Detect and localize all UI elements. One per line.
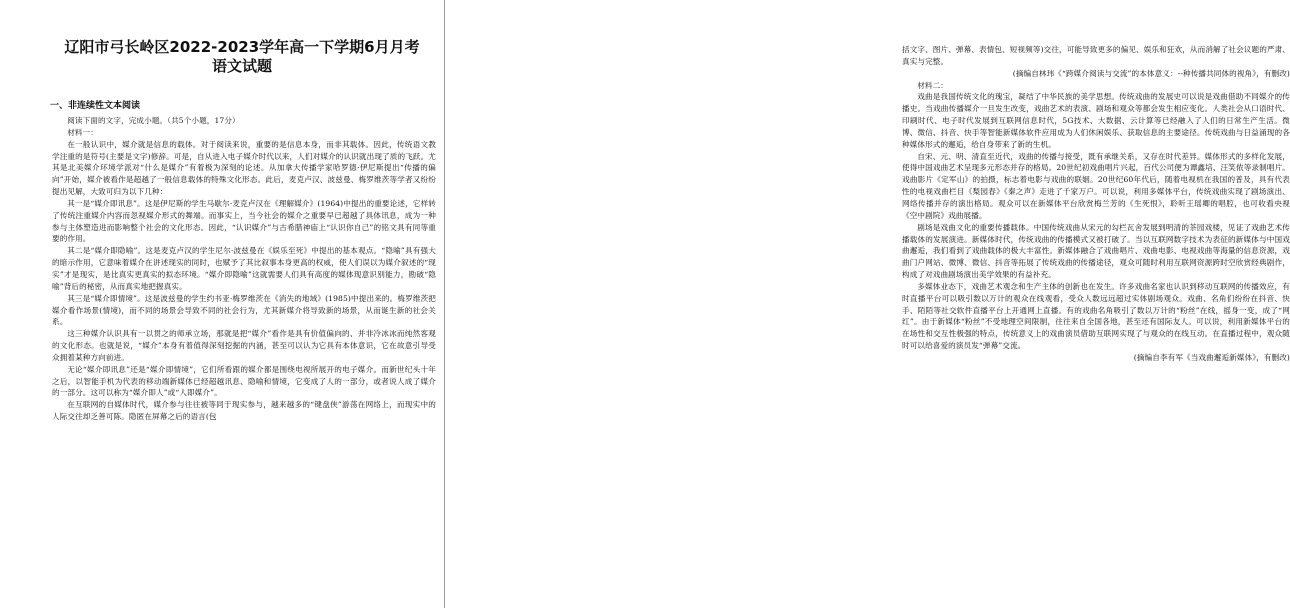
- instruction: 阅读下面的文字，完成小题。（共5个小题，17分）: [67, 116, 240, 125]
- section-heading: 一、非连续性文本阅读: [50, 101, 141, 111]
- material-two-label: 材料二：: [917, 80, 948, 90]
- source-citation-1: (摘编自林玮《“跨媒介阅读与交流”的本体意义：--种传播共同体的视角》，有删改): [1012, 68, 1290, 78]
- source-citation-2: (摘编自李有军《当戏曲邂逅新媒体》，有删改): [1133, 352, 1290, 362]
- paragraph: 在一般认识中，媒介就是信息的载体。对于阅读来说，重要的是信息本身，而非其载体。因此，传统语文教学注重的是符号(主要是文字)修辞。可是，自从进入电子媒介时代以来，人们对媒介的认识就出现了质的飞跃。尤其是北美媒介环境学派对“什么是媒介”有着极为深刻的论述。从加拿大传播学家哈罗德·伊尼斯提出“传播的偏向”开始，媒介被看作是超越了一般信息载体的特殊文化形态。此后，麦克卢汉、波兹曼、梅罗维茨等学者又纷纷提出见解，大致可归为以下几种：: [52, 139, 436, 197]
- paragraph: 其三是“媒介即情境”。这是波兹曼的学生约书亚·梅罗维茨在《消失的地域》(1985)中提出来的。梅罗维茨把媒介看作场景(情境)，而不同的场景会导致不同的社会行为，尤其新媒介将导致新的场景，从而诞生新的社会关系。: [52, 293, 436, 327]
- material-one-label: 材料一：: [67, 127, 98, 137]
- paragraph: 剧场是戏曲文化的重要传播载体。中国传统戏曲从宋元的勾栏瓦舍发展到明清的茶园戏楼，见证了戏曲艺术传播载体的发展演进。新媒体时代，传统戏曲的传播模式又被打破了。当以互联网数字技术为表征的新媒体与中国戏曲邂逅，我们看到了戏曲载体的极大丰富性。新媒体融合了戏曲唱片、戏曲电影、电视戏曲等海量的信息资源，戏曲门户网站、微博、微信、抖音等拓展了传统戏曲的传播途径，观众可随时利用互联网资源跨时空欣赏经典剧作，构成了对戏曲剧场演出美学效果的有益补充。: [902, 222, 1290, 280]
- paragraph: 无论“媒介即讯息”还是“媒介即情境”，它们所看跟的媒介都是围绕电视所展开的电子媒介。而新世纪头十年之后，以智能手机为代表的移动端新媒体已经超越讯息、隐喻和情境，它变成了人的一部分，或者说人成了媒介的一部分。这可以称为“媒介即人”或“人即媒介”。: [52, 364, 436, 398]
- material-one-text: [52, 115, 436, 423]
- left-column: [0, 0, 444, 608]
- paragraph: 其一是“媒介即讯息”。这是伊尼斯的学生马歇尔·麦克卢汉在《理解媒介》(1964)中提出的重要论述，它样转了传统注重媒介内容而忽视媒介形式的舞端。而事实上，当今社会的媒介之重要早已超越了具体讯息，成为一种参与主体塑造进而影响整个社会的文化形态。因此，“认识媒介”与古希腊神庙上“认识你自己”的铭文具有同等重要的作用。: [52, 198, 436, 244]
- paragraph-continued: 括文字、图片、弹幕、表情包、短视频等)交往，可能导致更多的偏见、娱乐和狂欢，从而消解了社会议题的严肃、真实与完整。: [902, 45, 1290, 66]
- paragraph: 在互联网的自媒体时代，媒介参与往往被等同于现实参与，越来越多的“键盘侠”游荡在网络上，而现实中的人际交往却乏善可陈。隐匿在屏幕之后的语言(包: [52, 400, 436, 422]
- title-line-2: 语文试题: [211, 57, 272, 75]
- paragraph: 自宋、元、明、清直至近代，戏曲的传播与接受，既有承继关系，又存在时代差异。媒体形式的多样化发展，使得中国戏曲艺术呈现多元形态并存的格局。20世纪初戏曲唱片兴起，百代公司便为谭鑫培、汪笑侬等录制唱片。戏曲影片《定军山》的拍摄，标志着电影与戏曲的联姻。20世纪60年代后，随着电视机在我国的普及，具有代表性的电视戏曲栏目《梨园春》《秦之声》走进了千家万户。可以说，利用多媒体平台，传统戏曲实现了剧场演出、网络传播并存的演出格局。观众可以在新媒体平台欣赏梅兰芳的《生死恨》，聆听王瑶卿的唱腔，也可收看央视《空中剧院》戏曲展播。: [902, 151, 1290, 220]
- page-title: [42, 38, 442, 76]
- paragraph: 这三种媒介认识具有一以贯之的师承立场，那就是把“媒介”看作是具有价值偏向的、并非冷冰冰而纯然客观的文化形态。也就是说，“媒介”本身有着值得深刻挖掘的内涵，甚至可以认为它具有本体意识，它在故意引导受众拥着某种方向前进。: [52, 329, 436, 362]
- paragraph: 多媒体业态下，戏曲艺术观念和生产主体的创新也在发生。许多戏曲名家也认识到移动互联网的传播效应，有时直播平台可以吸引数以万计的观众在线观看，受众人数远远超过实体剧场观众。戏曲、名角们纷纷在抖音、快手、陌陌等社交软件直播平台上开通网上直播。有的戏曲名角吸引了数以万计的“粉丝”在线，摇身一变，成了“网红”。由于新媒体“粉丝”不受地理空间限制，往往来自全国各地，甚至还有国际友人。可以说，利用新媒体平台的在场性和交互性极强的特点，传统意义上的戏曲演员借助互联网实现了与观众的在线互动。在直播过程中，观众随时可以给喜爱的演员发“弹幕”交流。: [902, 281, 1290, 351]
- title-line-1: 辽阳市弓长岭区2022-2023学年高一下学期6月月考: [64, 38, 420, 56]
- paragraph: 其二是“媒介即隐喻”。这是麦克卢汉的学生尼尔·波兹曼在《娱乐至死》中提出的基本观点。“隐喻”具有强大的暗示作用，它意味着媒介在讲述现实的同时，也赋予了其比叙事本身更高的权威，使人们误以为媒介叙述的“现实”才是现实，是比真实更真实的拟态环境。“媒介即隐喻”这就需要人们具有高度的媒体现意识别能力，勘破“隐喻”背后的秘密，从而真实地把握真实。: [52, 246, 436, 291]
- right-column: [444, 0, 1290, 608]
- material-two-text: [902, 44, 1290, 364]
- paragraph: 戏曲是我国传统文化的瑰宝，凝结了中华民族的美学思想。传统戏曲的发展史可以说是戏曲借助不同媒介的传播史。当戏曲传播媒介一旦发生改变，戏曲艺术的表演、剧场和观众等都会发生相应变化。人类社会从口语时代、印刷时代、电子时代发展到互联网信息时代，5G技术、大数据、云计算等已经融入了人们的日常生产生活。微博、微信、抖音、快手等智能新媒体软件应用成为人们休闲娱乐、获取信息的主要途径。传统戏曲与日益涌现的各种媒体形式的邂逅，给自身带来了新的生机。: [902, 92, 1290, 149]
